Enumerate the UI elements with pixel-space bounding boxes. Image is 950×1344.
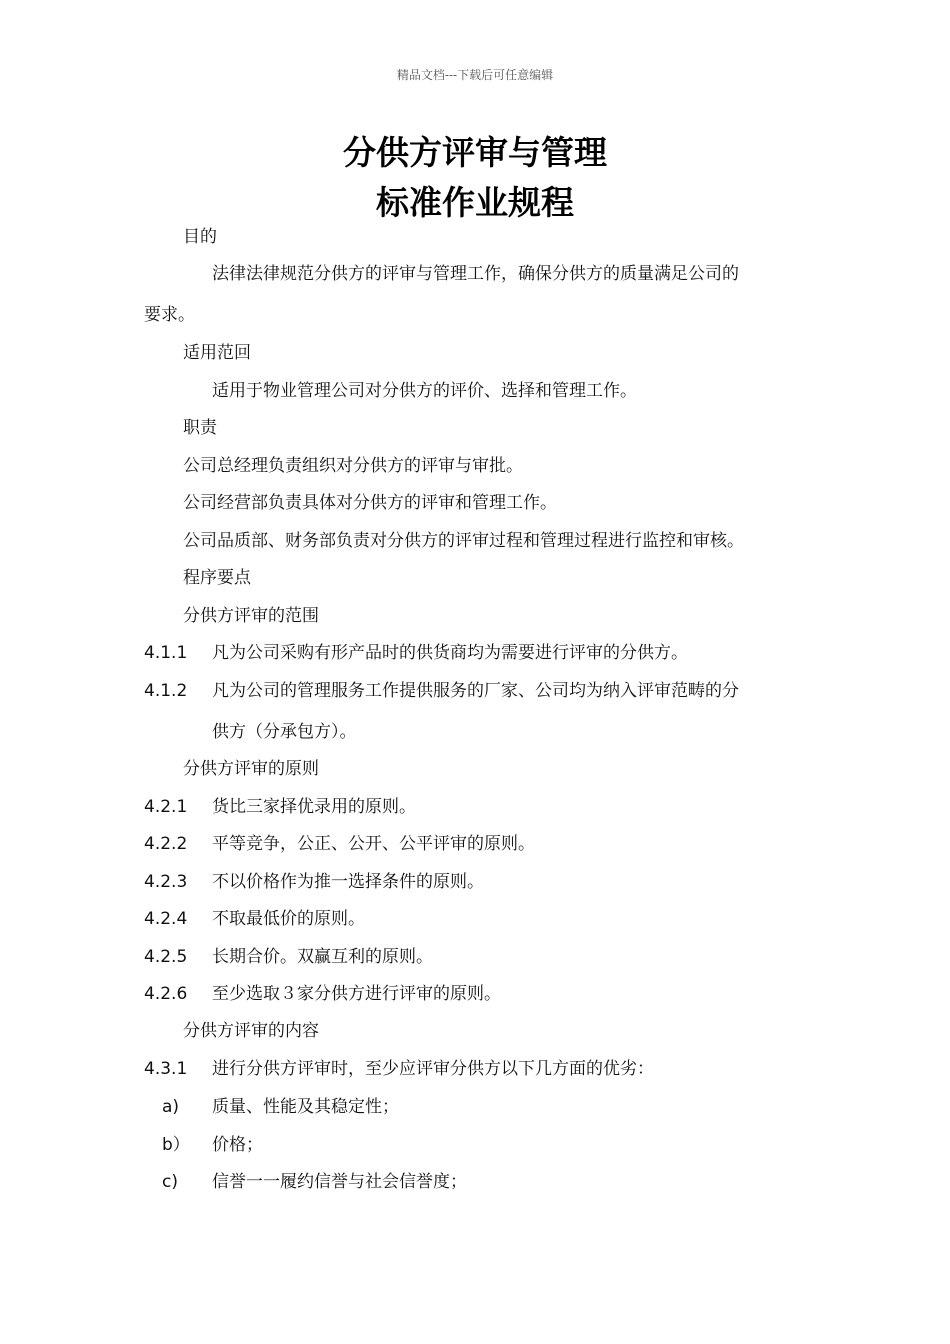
subitem-label: c): [162, 1172, 178, 1192]
duty-item-1: 公司总经理负责组织对分供方的评审与审批。: [183, 456, 523, 476]
scope-sub-heading: 分供方评审的范围: [183, 606, 319, 626]
scope-heading: 适用范回: [183, 343, 251, 363]
item-number: 4.2.6: [144, 984, 188, 1004]
subitem-text: 价格；: [212, 1135, 263, 1155]
item-text: 不取最低价的原则。: [212, 909, 365, 929]
item-text: 货比三家择优录用的原则。: [212, 797, 416, 817]
duty-item-3: 公司品质部、财务部负责对分供方的评审过程和管理过程进行监控和审核。: [183, 531, 744, 551]
duty-item-2: 公司经营部负责具体对分供方的评审和管理工作。: [183, 493, 557, 513]
subitem-text: 信誉一一履约信誉与社会信誉度；: [212, 1172, 467, 1192]
item-number: 4.3.1: [144, 1059, 188, 1079]
item-text: 不以价格作为推一选择条件的原则。: [212, 872, 484, 892]
doc-title-line2: 标准作业规程: [376, 183, 574, 222]
scope-text: 适用于物业管理公司对分供方的评价、选择和管理工作。: [212, 381, 637, 401]
item-text: 凡为公司的管理服务工作提供服务的厂家、公司均为纳入评审范畴的分: [212, 681, 739, 701]
item-text: 凡为公司采购有形产品时的供货商均为需要进行评审的分供方。: [212, 643, 688, 663]
item-number: 4.1.1: [144, 643, 188, 663]
item-number: 4.2.3: [144, 872, 188, 892]
item-text-continued: 供方（分承包方）。: [212, 722, 357, 742]
item-number: 4.2.2: [144, 834, 188, 854]
subitem-label: b）: [162, 1135, 190, 1155]
item-text: 进行分供方评审时，至少应评审分供方以下几方面的优劣：: [212, 1059, 654, 1079]
item-text: 至少选取３家分供方进行评审的原则。: [212, 984, 501, 1004]
content-heading: 分供方评审的内容: [183, 1021, 319, 1041]
purpose-text-line2: 要求。: [144, 305, 195, 325]
item-number: 4.2.5: [144, 947, 188, 967]
item-number: 4.2.4: [144, 909, 188, 929]
item-number: 4.2.1: [144, 797, 188, 817]
subitem-text: 质量、性能及其稳定性；: [212, 1097, 399, 1117]
item-number: 4.1.2: [144, 681, 188, 701]
subitem-label: a): [162, 1097, 180, 1117]
procedure-heading: 程序要点: [183, 568, 251, 588]
item-text: 平等竞争，公正、公开、公平评审的原则。: [212, 834, 535, 854]
purpose-text-line1: 法律法律规范分供方的评审与管理工作，确保分供方的质量满足公司的: [212, 264, 739, 284]
page-header: 精品文档---下载后可任意编辑: [396, 68, 554, 82]
item-text: 长期合价。双赢互利的原则。: [212, 947, 433, 967]
doc-title-line1: 分供方评审与管理: [343, 133, 607, 172]
duty-heading: 职责: [183, 418, 217, 438]
principle-heading: 分供方评审的原则: [183, 759, 319, 779]
purpose-heading: 目的: [183, 227, 217, 247]
